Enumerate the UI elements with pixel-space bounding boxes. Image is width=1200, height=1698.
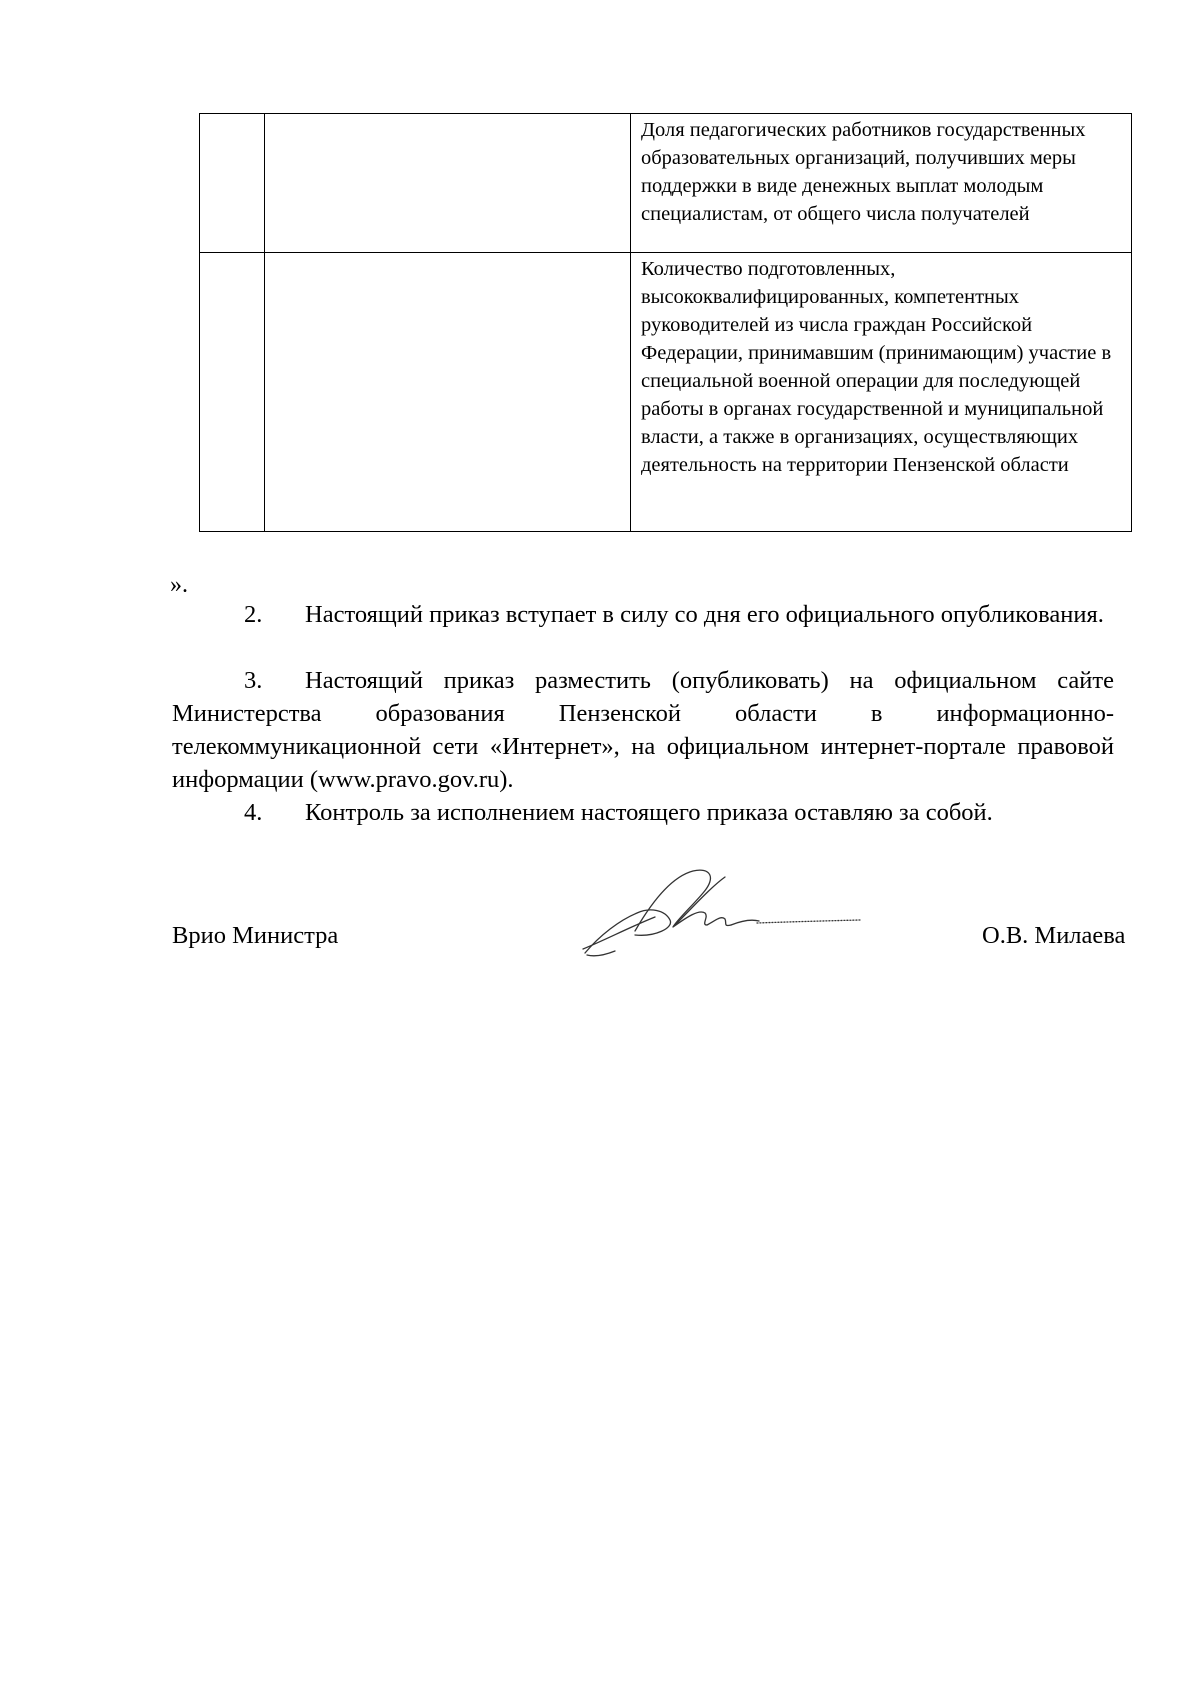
table-row	[200, 114, 1132, 253]
paragraph-2	[172, 598, 1114, 631]
paragraph-3	[172, 664, 1114, 796]
paragraph-text: Контроль за исполнением настоящего приказа оставляю за собой.	[305, 799, 993, 826]
table-row	[200, 253, 1132, 532]
table-cell-goal	[265, 253, 631, 532]
table-cell-indicator: Доля педагогических работников государственных образовательных организаций, получивших меры поддержки в виде денежных выплат молодым специалистам, от общего числа получателей	[631, 114, 1132, 253]
signatory-name: О.В. Милаева	[982, 922, 1126, 949]
paragraph-number: 3.	[244, 667, 263, 694]
table-cell-goal	[265, 114, 631, 253]
table-cell-number	[200, 253, 265, 532]
indicators-table	[199, 113, 1132, 532]
closing-quote: ».	[170, 572, 188, 598]
paragraph-number: 2.	[244, 601, 263, 628]
table-cell-indicator: Количество подготовленных, высококвалифицированных, компетентных руководителей из числа граждан Российской Федерации, принимавшим (принимающим) участие в специальной военной операции для последующей работы в органах государственной и муниципальной власти, а также в организациях, осуществляющих деятельность на территории Пензенской области	[631, 253, 1132, 532]
table-cell-number	[200, 114, 265, 253]
handwritten-signature	[575, 865, 865, 961]
paragraph-number: 4.	[244, 799, 263, 826]
paragraph-text: Настоящий приказ разместить (опубликовать) на официальном сайте Министерства образования Пензенской области в информационно-телекоммуникационной сети «Интернет», на официальном интернет-портале правовой информации (www.pravo.gov.ru).	[172, 667, 1114, 793]
paragraph-text: Настоящий приказ вступает в силу со дня его официального опубликования.	[305, 601, 1104, 628]
signatory-position: Врио Министра	[172, 922, 339, 949]
paragraph-4	[172, 796, 1114, 829]
